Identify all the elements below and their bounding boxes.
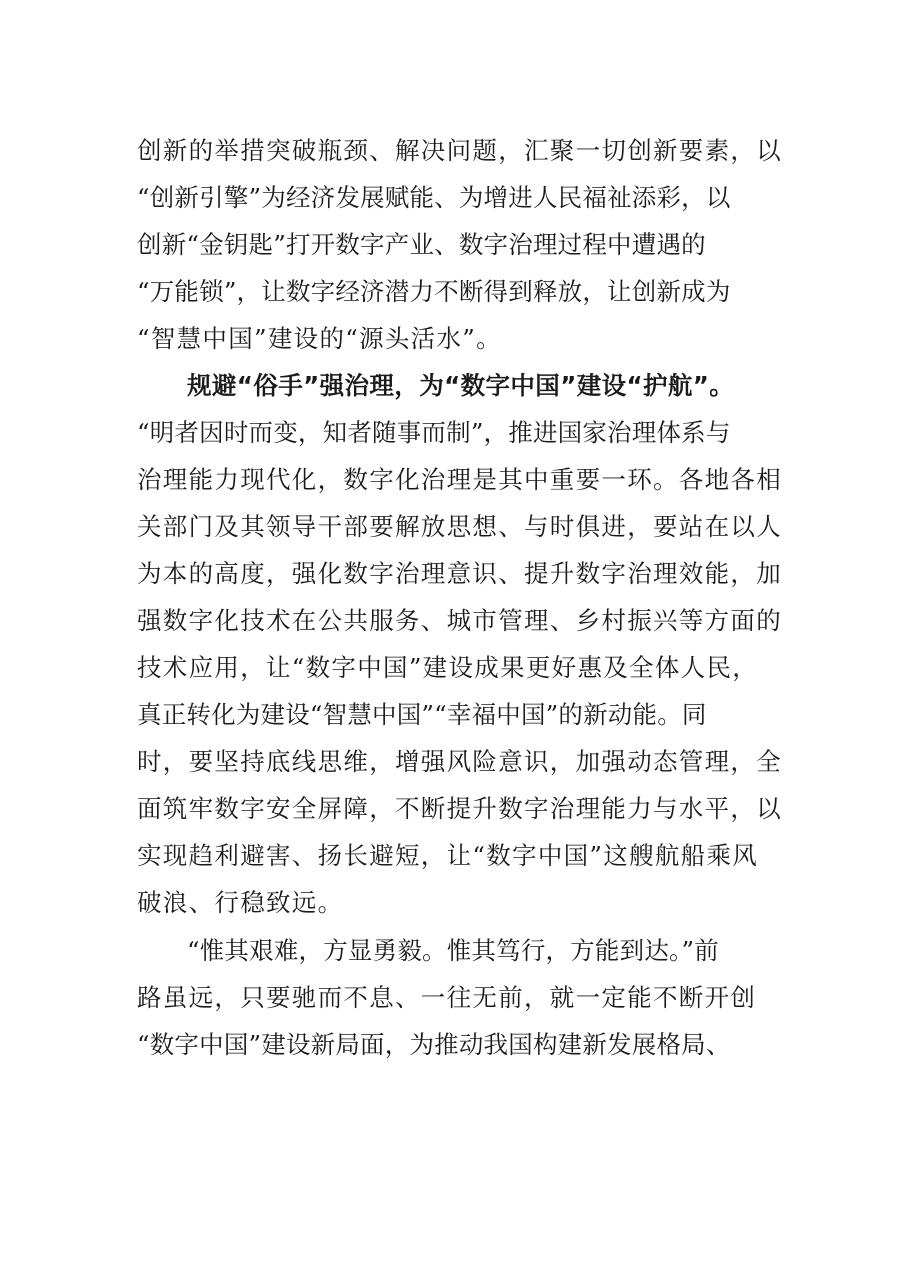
- text-line: 创新“金钥匙”打开数字产业、数字治理过程中遭遇的: [137, 230, 706, 259]
- text-line: 技术应用，让“数字中国”建设成果更好惠及全体人民，: [137, 653, 759, 682]
- text-line: “万能锁”，让数字经济潜力不断得到释放，让创新成为: [137, 277, 731, 306]
- text-line: 为本的高度，强化数字治理意识、提升数字治理效能，加: [137, 559, 782, 588]
- text-line: 破浪、行稳致远。: [137, 888, 344, 917]
- paragraph-3: [137, 927, 777, 1068]
- text-line: 关部门及其领导干部要解放思想、与时俱进，要站在以人: [137, 512, 782, 541]
- text-line: “智慧中国”建设的“源头活水”。: [137, 324, 502, 353]
- text-line: 面筑牢数字安全屏障，不断提升数字治理能力与水平，以: [137, 794, 782, 823]
- text-line: 治理能力现代化，数字化治理是其中重要一环。各地各相: [137, 465, 782, 494]
- section-heading: 规避“俗手”强治理，为“数字中国”建设“护航”。: [187, 371, 735, 400]
- text-line: 创新的举措突破瓶颈、解决问题，汇聚一切创新要素，以: [137, 136, 782, 165]
- text-line: “数字中国”建设新局面，为推动我国构建新发展格局、: [137, 1030, 731, 1059]
- text-line: 路虽远，只要驰而不息、一往无前，就一定能不断开创: [137, 983, 757, 1012]
- text-line: “惟其艰难，方显勇毅。惟其笃行，方能到达。”前: [187, 936, 719, 965]
- text-line: 强数字化技术在公共服务、城市管理、乡村振兴等方面的: [137, 606, 782, 635]
- text-line: 真正转化为建设“智慧中国”“幸福中国”的新动能。同: [137, 700, 707, 729]
- paragraph-2: [137, 362, 782, 926]
- text-line: 实现趋利避害、扬长避短，让“数字中国”这艘航船乘风: [137, 841, 759, 870]
- text-line: “创新引擎”为经济发展赋能、为增进人民福祉添彩，以: [137, 183, 731, 212]
- text-line: 时，要坚持底线思维，增强风险意识，加强动态管理，全: [137, 747, 782, 776]
- text-line: “明者因时而变，知者随事而制”，推进国家治理体系与: [137, 418, 731, 447]
- paragraph-1: [137, 127, 782, 362]
- document-body: [137, 127, 782, 1068]
